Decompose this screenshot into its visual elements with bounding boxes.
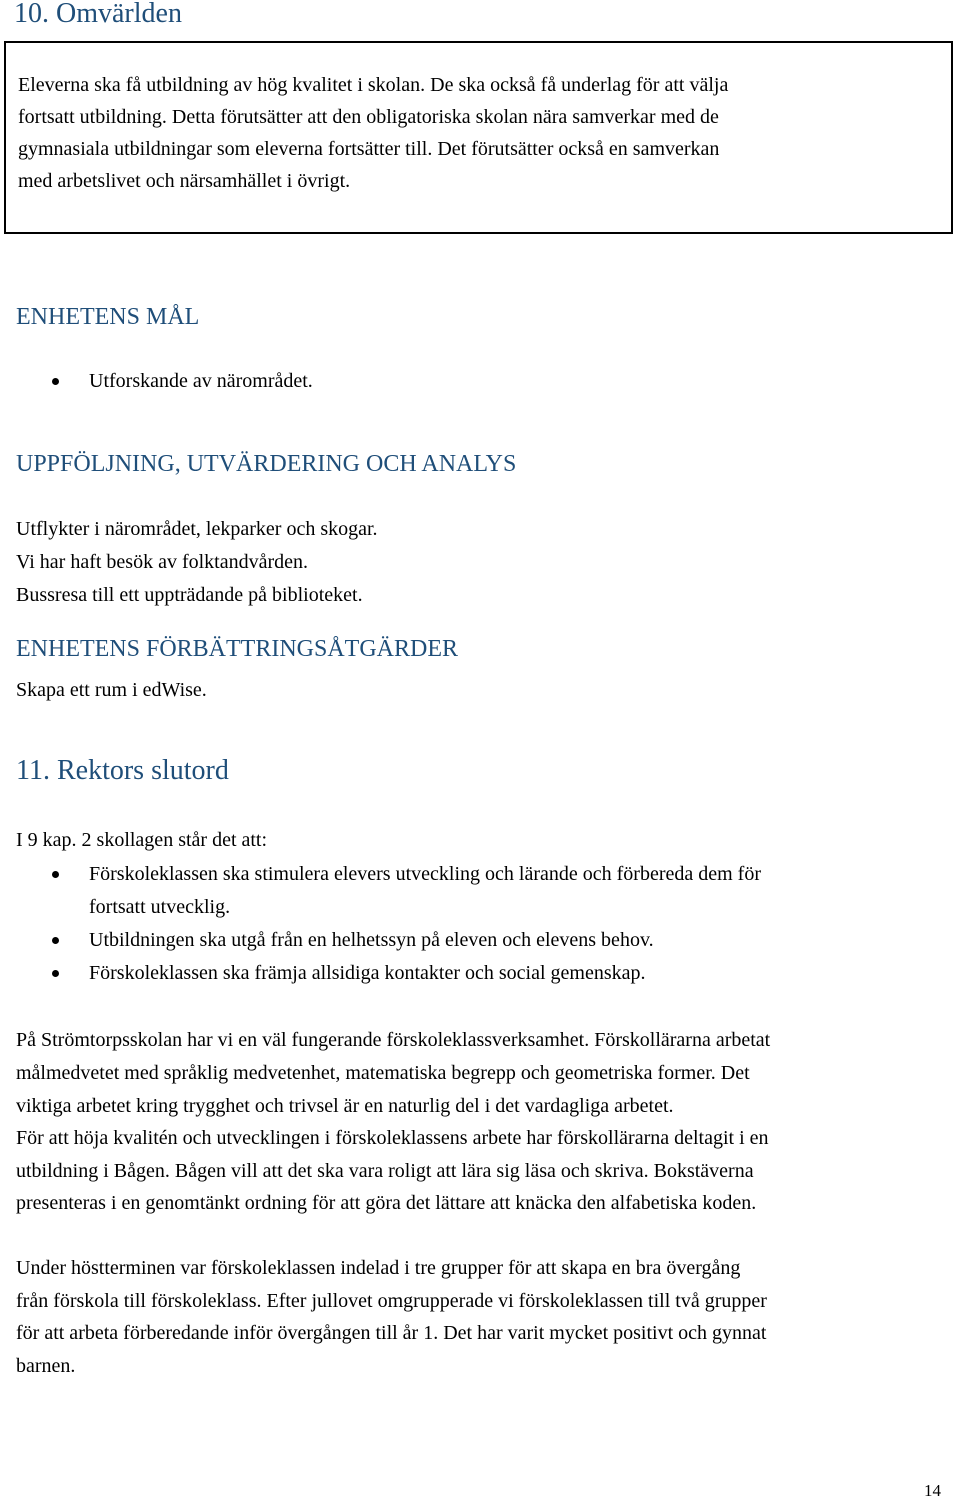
box-line: med arbetslivet och närsamhället i övrigt.	[18, 170, 351, 192]
followup-line: Utflykter i närområdet, lekparker och skogar.	[16, 518, 378, 540]
page-number: 14	[924, 1481, 941, 1500]
paragraph-line: Under höstterminen var förskoleklassen indelad i tre grupper för att skapa en bra övergång	[16, 1257, 741, 1279]
paragraph-line: På Strömtorpsskolan har vi en väl fungerande förskoleklassverksamhet. Förskollärarna arbetat	[16, 1029, 771, 1051]
section-heading-rektors-slutord: 11. Rektors slutord	[16, 755, 229, 786]
paragraph-line: barnen.	[16, 1355, 76, 1377]
intro-box	[4, 41, 953, 234]
paragraph-line: presenteras i en genomtänkt ordning för att göra det lättare att knäcka den alfabetiska koden.	[16, 1192, 757, 1214]
paragraph-line: utbildning i Bågen. Bågen vill att det ska vara roligt att lära sig läsa och skriva. Bokstäverna	[16, 1160, 754, 1182]
box-line: gymnasiala utbildningar som eleverna fortsätter till. Det förutsätter också en samverkan	[18, 138, 720, 160]
improvements-heading: ENHETENS FÖRBÄTTRINGSÅTGÄRDER	[16, 636, 459, 662]
bullet-icon	[52, 970, 59, 977]
goal-item: Utforskande av närområdet.	[89, 370, 313, 392]
law-bullet: Förskoleklassen ska stimulera elevers utveckling och lärande och förbereda dem för	[89, 863, 761, 885]
box-line: fortsatt utbildning. Detta förutsätter att den obligatoriska skolan nära samverkar med de	[18, 106, 719, 128]
improvement-line: Skapa ett rum i edWise.	[16, 679, 207, 701]
law-bullet-continuation: fortsatt utvecklig.	[89, 896, 231, 918]
paragraph-line: För att höja kvalitén och utvecklingen i förskoleklassens arbete har förskollärarna deltagit i en	[16, 1127, 769, 1149]
goals-heading: ENHETENS MÅL	[16, 304, 200, 330]
box-line: Eleverna ska få utbildning av hög kvalitet i skolan. De ska också få underlag för att välja	[18, 74, 729, 96]
followup-line: Bussresa till ett uppträdande på biblioteket.	[16, 584, 363, 606]
paragraph-line: målmedvetet med språklig medvetenhet, matematiska begrepp och geometriska former. Det	[16, 1062, 750, 1084]
bullet-icon	[52, 937, 59, 944]
paragraph-line: viktiga arbetet kring trygghet och trivsel är en naturlig del i det vardagliga arbetet.	[16, 1095, 674, 1117]
section-heading-omvarlden: 10. Omvärlden	[14, 0, 182, 29]
paragraph-line: från förskola till förskoleklass. Efter jullovet omgrupperade vi förskoleklassen till två grupper	[16, 1290, 767, 1312]
law-intro: I 9 kap. 2 skollagen står det att:	[16, 829, 268, 851]
law-bullet: Förskoleklassen ska främja allsidiga kontakter och social gemenskap.	[89, 962, 646, 984]
law-bullet: Utbildningen ska utgå från en helhetssyn på eleven och elevens behov.	[89, 929, 654, 951]
followup-heading: UPPFÖLJNING, UTVÄRDERING OCH ANALYS	[16, 451, 517, 477]
bullet-icon	[52, 871, 59, 878]
paragraph-line: för att arbeta förberedande inför övergången till år 1. Det har varit mycket positivt och gynnat	[16, 1322, 767, 1344]
followup-line: Vi har haft besök av folktandvården.	[16, 551, 309, 573]
bullet-icon	[52, 378, 59, 385]
